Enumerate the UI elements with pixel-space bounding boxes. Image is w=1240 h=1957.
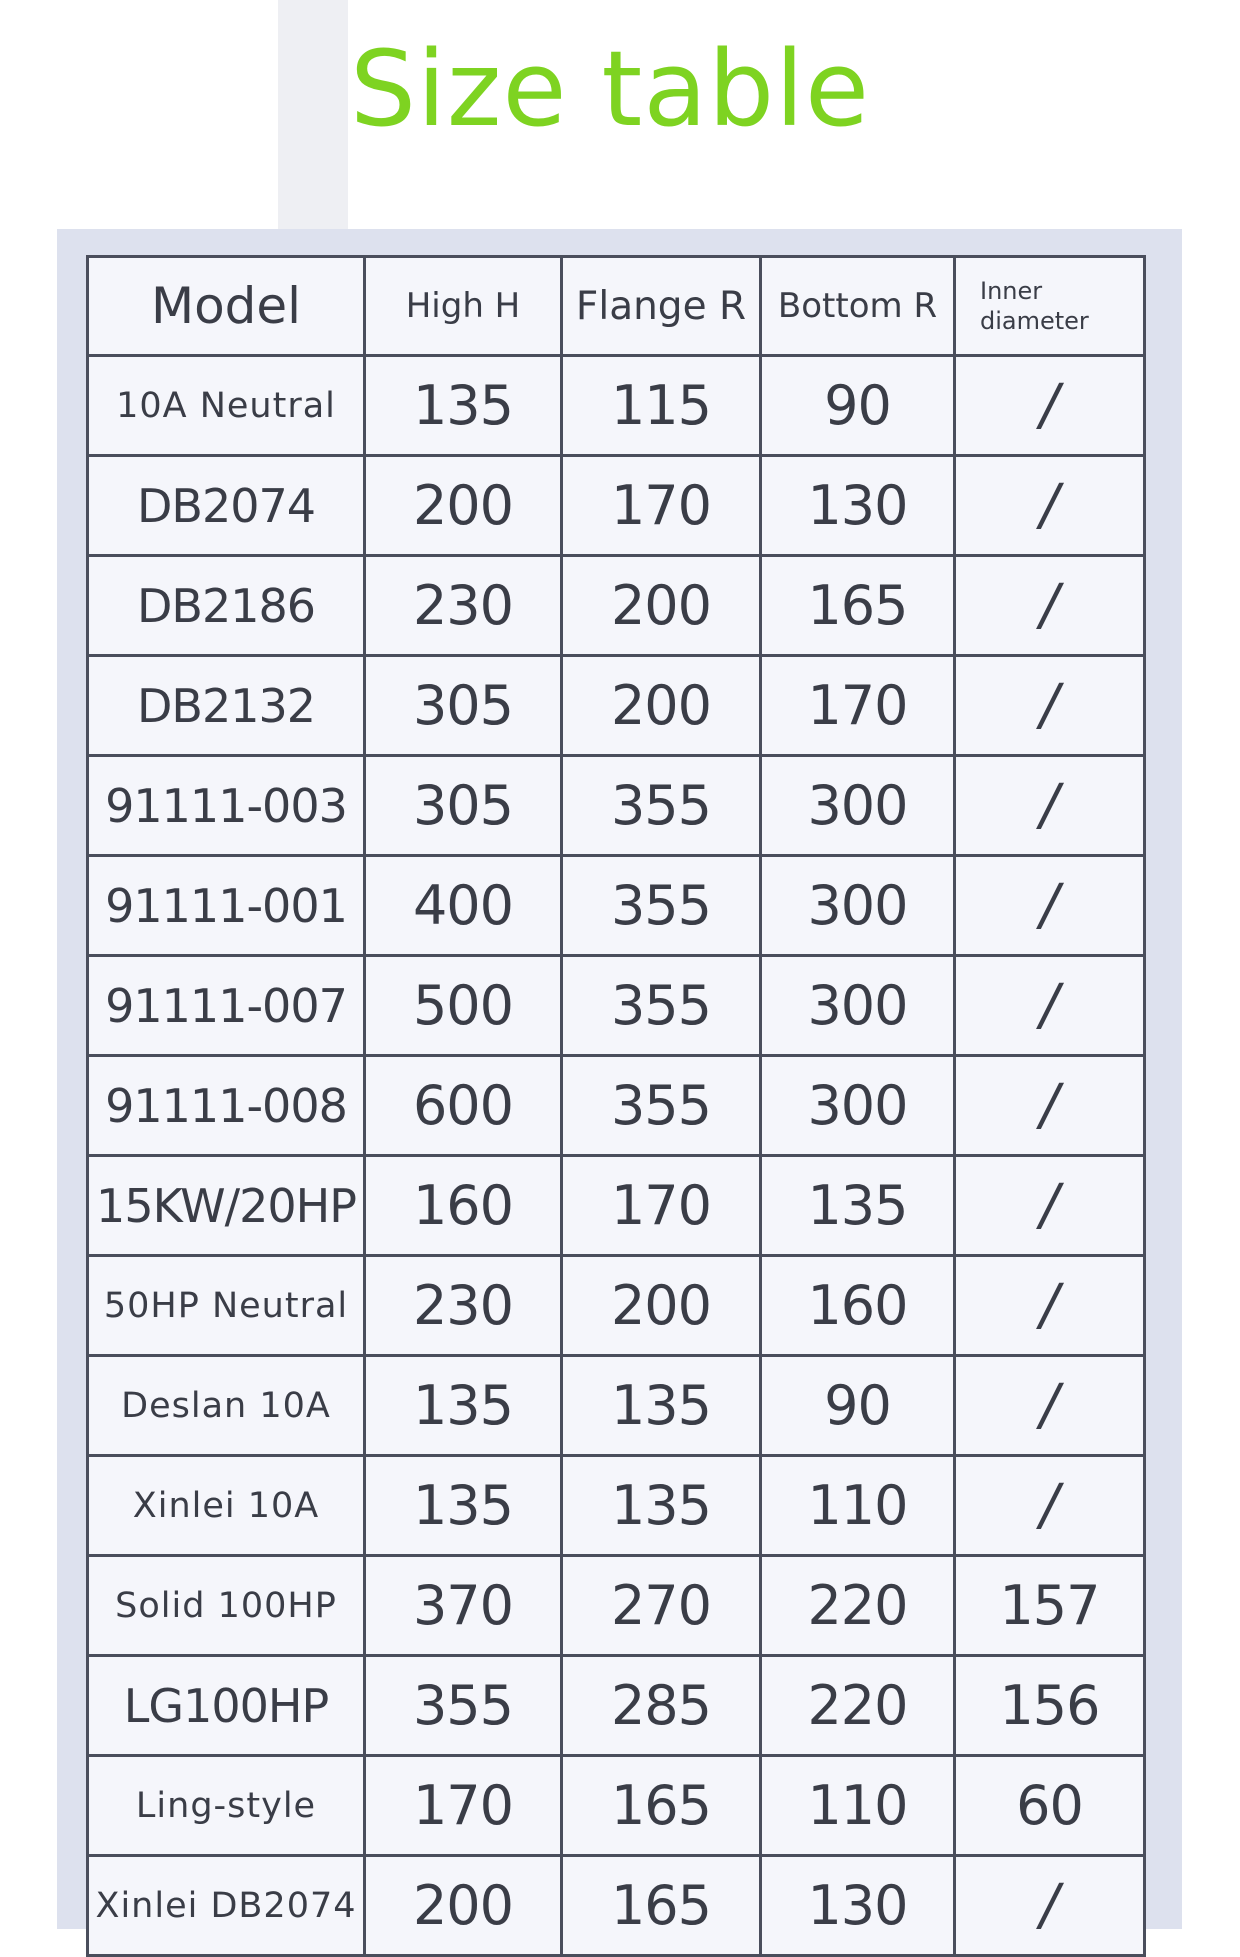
cell-high-h: 135 [365,1456,562,1556]
cell-flange-r: 165 [562,1756,761,1856]
cell-flange-r: 200 [562,1256,761,1356]
cell-model: 50HP Neutral [88,1256,365,1356]
table-row [88,1056,1145,1156]
table-row [88,1656,1145,1756]
cell-bottom-r: 220 [761,1556,955,1656]
cell-model: Ling-style [88,1756,365,1856]
cell-bottom-r: 300 [761,956,955,1056]
cell-high-h: 305 [365,756,562,856]
cell-inner-diameter: / [955,1156,1145,1256]
cell-bottom-r: 135 [761,1156,955,1256]
cell-model: Xinlei DB2074 [88,1856,365,1956]
cell-inner-diameter: / [955,1256,1145,1356]
cell-model: DB2186 [88,556,365,656]
cell-inner-diameter: / [955,556,1145,656]
cell-flange-r: 355 [562,756,761,856]
cell-bottom-r: 130 [761,456,955,556]
cell-model: 15KW/20HP [88,1156,365,1256]
cell-high-h: 135 [365,356,562,456]
cell-bottom-r: 110 [761,1456,955,1556]
cell-bottom-r: 220 [761,1656,955,1756]
table-body [88,356,1145,1956]
cell-flange-r: 355 [562,856,761,956]
cell-inner-diameter: / [955,1356,1145,1456]
cell-inner-diameter: / [955,1856,1145,1956]
cell-model: 10A Neutral [88,356,365,456]
cell-bottom-r: 165 [761,556,955,656]
table-row [88,1756,1145,1856]
table-header-row [88,257,1145,356]
cell-high-h: 500 [365,956,562,1056]
cell-flange-r: 135 [562,1456,761,1556]
cell-model: 91111-001 [88,856,365,956]
cell-high-h: 370 [365,1556,562,1656]
cell-bottom-r: 90 [761,356,955,456]
cell-flange-r: 355 [562,1056,761,1156]
header-bottom-r: Bottom R [761,257,955,356]
cell-inner-diameter: 157 [955,1556,1145,1656]
cell-high-h: 305 [365,656,562,756]
size-table [86,255,1146,1957]
cell-high-h: 200 [365,456,562,556]
header-flange-r: Flange R [562,257,761,356]
header-high-h: High H [365,257,562,356]
header-model: Model [88,257,365,356]
cell-model: DB2132 [88,656,365,756]
cell-flange-r: 285 [562,1656,761,1756]
table-row [88,656,1145,756]
cell-high-h: 160 [365,1156,562,1256]
table-row [88,1556,1145,1656]
cell-inner-diameter: / [955,1056,1145,1156]
table-row [88,856,1145,956]
cell-model: DB2074 [88,456,365,556]
cell-inner-diameter: 60 [955,1756,1145,1856]
table-row [88,1156,1145,1256]
cell-inner-diameter: / [955,456,1145,556]
cell-flange-r: 115 [562,356,761,456]
cell-high-h: 200 [365,1856,562,1956]
cell-bottom-r: 130 [761,1856,955,1956]
cell-model: Deslan 10A [88,1356,365,1456]
cell-bottom-r: 90 [761,1356,955,1456]
cell-high-h: 400 [365,856,562,956]
table-row [88,1856,1145,1956]
cell-inner-diameter: / [955,756,1145,856]
cell-flange-r: 200 [562,556,761,656]
cell-high-h: 170 [365,1756,562,1856]
cell-high-h: 230 [365,556,562,656]
cell-inner-diameter: / [955,656,1145,756]
cell-inner-diameter: / [955,956,1145,1056]
cell-model: 91111-003 [88,756,365,856]
cell-high-h: 135 [365,1356,562,1456]
page-title: Size table [350,28,870,150]
table-row [88,956,1145,1056]
table-row [88,1356,1145,1456]
table-row [88,556,1145,656]
cell-bottom-r: 110 [761,1756,955,1856]
table-row [88,1256,1145,1356]
cell-flange-r: 165 [562,1856,761,1956]
cell-model: LG100HP [88,1656,365,1756]
cell-flange-r: 355 [562,956,761,1056]
cell-bottom-r: 300 [761,756,955,856]
cell-model: Solid 100HP [88,1556,365,1656]
cell-inner-diameter: / [955,1456,1145,1556]
cell-inner-diameter: / [955,856,1145,956]
table-row [88,756,1145,856]
cell-bottom-r: 170 [761,656,955,756]
cell-flange-r: 170 [562,1156,761,1256]
cell-flange-r: 135 [562,1356,761,1456]
cell-flange-r: 170 [562,456,761,556]
header-inner-diameter: Inner diameter [955,257,1145,356]
cell-high-h: 230 [365,1256,562,1356]
cell-model: Xinlei 10A [88,1456,365,1556]
cell-high-h: 355 [365,1656,562,1756]
cell-flange-r: 200 [562,656,761,756]
cell-high-h: 600 [365,1056,562,1156]
cell-inner-diameter: 156 [955,1656,1145,1756]
table-row [88,1456,1145,1556]
cell-flange-r: 270 [562,1556,761,1656]
cell-bottom-r: 160 [761,1256,955,1356]
table-row [88,356,1145,456]
cell-model: 91111-007 [88,956,365,1056]
table-row [88,456,1145,556]
cell-model: 91111-008 [88,1056,365,1156]
cell-bottom-r: 300 [761,856,955,956]
cell-inner-diameter: / [955,356,1145,456]
cell-bottom-r: 300 [761,1056,955,1156]
